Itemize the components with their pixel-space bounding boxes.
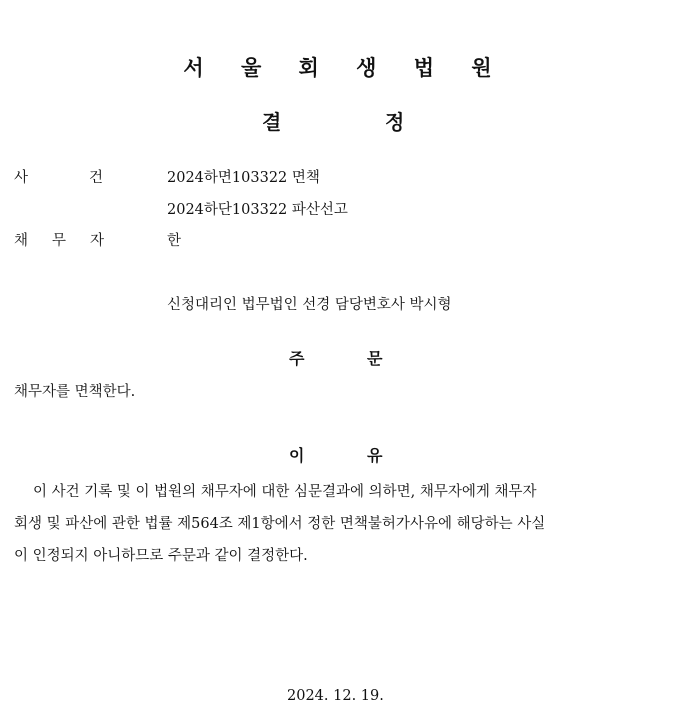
reason-line-1: 이 사건 기록 및 이 법원의 채무자에 대한 심문결과에 의하면, 채무자에게 채무자 xyxy=(33,484,537,500)
order-title-second: 문 xyxy=(367,349,383,368)
debtor-label-char: 채 xyxy=(14,233,29,249)
debtor-label-char: 무 xyxy=(52,233,67,249)
reason-line-3: 이 인정되지 아니하므로 주문과 같이 결정한다. xyxy=(14,548,308,564)
case-number-1: 2024하면103322 면책 xyxy=(167,170,320,186)
case-label-char: 사 xyxy=(14,170,29,186)
court-name: 서 울 회 생 법 원 xyxy=(183,56,507,80)
applicant-agent: 신청대리인 법무법인 선경 담당변호사 박시형 xyxy=(167,297,452,313)
debtor-name: 한 xyxy=(167,233,182,249)
order-title-first: 주 xyxy=(289,349,305,368)
reason-title-first: 이 xyxy=(289,446,305,465)
debtor-label-char: 자 xyxy=(90,233,105,249)
case-label-char: 건 xyxy=(89,170,104,186)
reason-line-2: 회생 및 파산에 관한 법률 제564조 제1항에서 정한 면책불허가사유에 해당하는 사실 xyxy=(14,516,546,532)
order-text: 채무자를 면책한다. xyxy=(14,384,136,400)
case-number-2: 2024하단103322 파산선고 xyxy=(167,202,348,218)
reason-title-second: 유 xyxy=(367,446,383,465)
decision-date: 2024. 12. 19. xyxy=(287,688,384,704)
document-type-second: 정 xyxy=(385,110,405,134)
document-type-first: 결 xyxy=(262,110,282,134)
